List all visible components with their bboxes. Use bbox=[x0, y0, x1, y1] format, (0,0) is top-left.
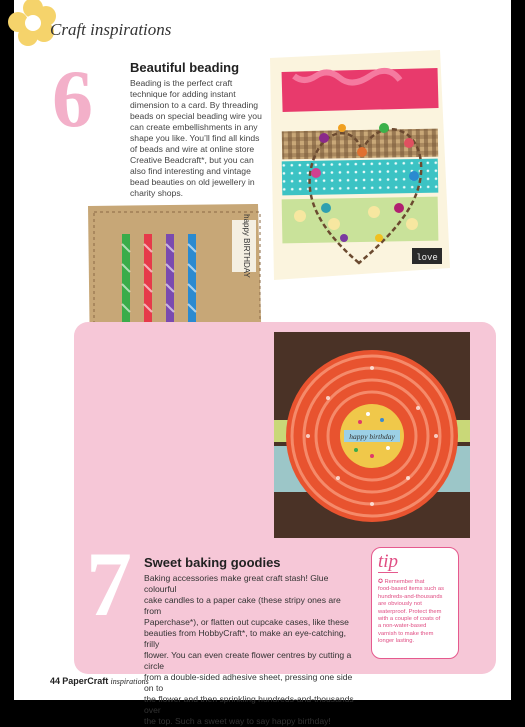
magazine-page bbox=[14, 0, 511, 726]
section1-body: Beading is the perfect craft technique for adding instant dimension to a card. By threading beads on special beading wire you can create embellishments in any shape you like. You’ll find all kinds of beads and wire at online store Creative Beadcraft*, but you can also find interesting and vintage bead beauties on old jewellery in charity shops. bbox=[130, 78, 262, 198]
flower-label: happy birthday bbox=[349, 432, 395, 441]
tip-body: ✪ Remember that food-based items such as hundreds-and-thousands are obviously not waterproof. Protect them with a couple of coats of a non-water-based varnish to make them longer lasting. bbox=[378, 579, 445, 645]
cupcake-flower-card-photo bbox=[268, 328, 478, 546]
magazine-suffix: inspirations bbox=[110, 677, 149, 686]
cake-tag-label: happy BIRTHDAY bbox=[242, 214, 251, 278]
page-header-title: Craft inspirations bbox=[50, 20, 172, 39]
magazine-name: PaperCraft bbox=[62, 676, 109, 686]
section-number-7: 7 bbox=[86, 533, 132, 635]
section1-heading: Beautiful beading bbox=[130, 60, 240, 75]
page-footer bbox=[50, 676, 149, 686]
tip-heading: tip bbox=[378, 551, 399, 572]
page-number: 44 bbox=[50, 676, 61, 686]
section-number-6: 6 bbox=[52, 53, 93, 144]
tip-box bbox=[371, 547, 459, 659]
section2-body: Baking accessories make great craft stash! Glue colourful cake candles to a paper cake (these stripy ones are from Paperchase*), or flatten out cupcake cases, like these beauties from HobbyCraft*, to make an eye-catching, frilly flower. You can even create flower centres by cutting a circle from a double-sided adhesive sheet, pressing one side on to the flower and then sprinkling hundreds-and-thousands over the top. Such a sweet way to say happy birthday! bbox=[144, 573, 354, 726]
card-love-label: love bbox=[416, 253, 438, 263]
beaded-heart-card-photo bbox=[264, 48, 454, 288]
section2-heading: Sweet baking goodies bbox=[144, 555, 281, 570]
